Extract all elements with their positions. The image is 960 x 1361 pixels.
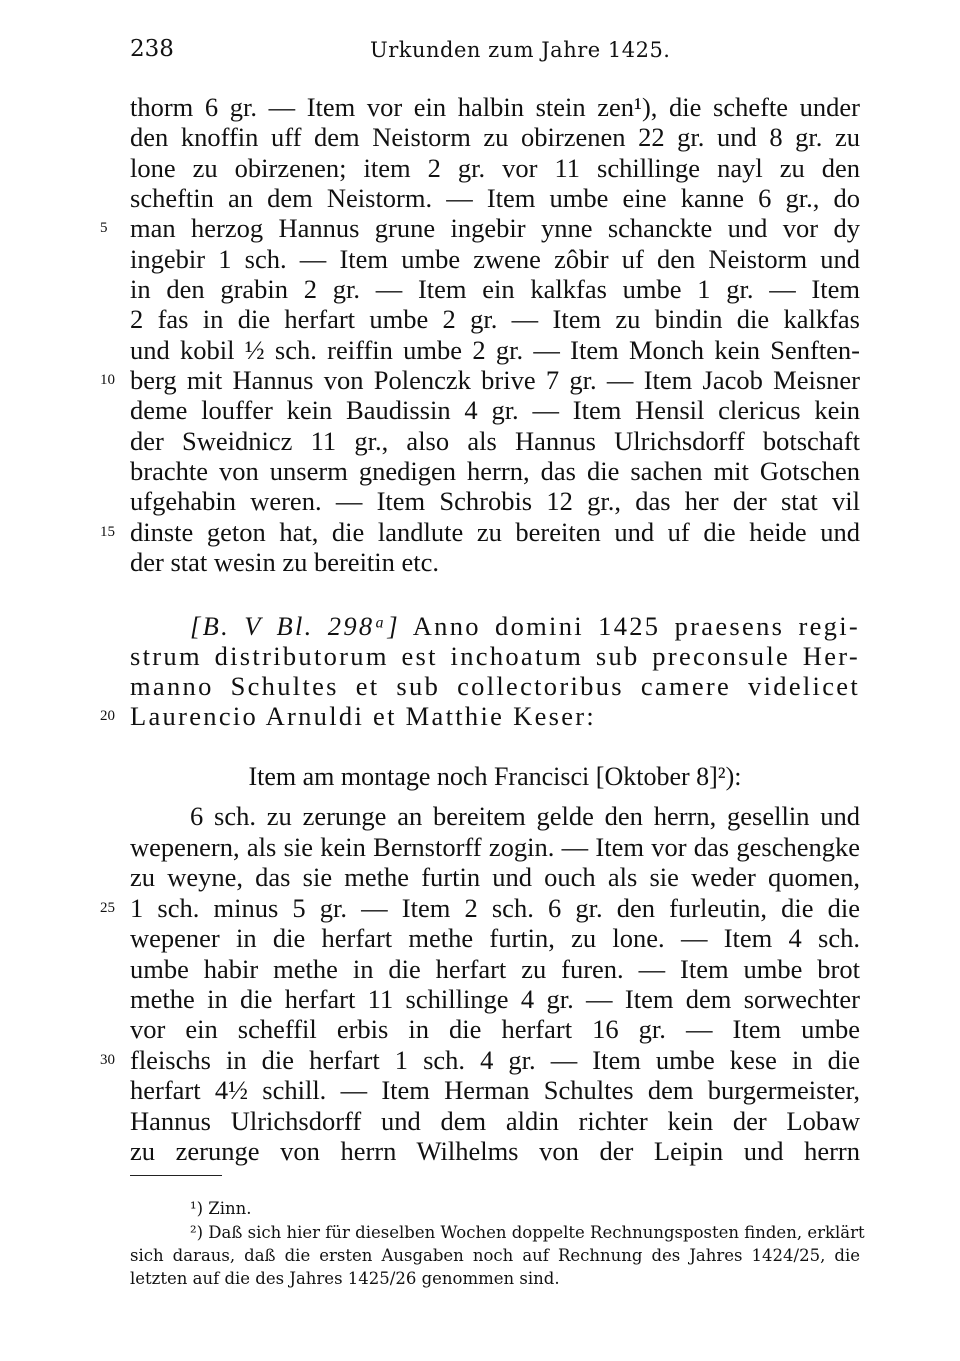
text-line: lone zu obirzenen; item 2 gr. vor 11 schillinge nayl zu den	[130, 153, 860, 183]
section-line-text: Anno domini 1425 praesens regi-	[412, 611, 860, 641]
text-line: 1 sch. minus 5 gr. — Item 2 sch. 6 gr. den furleutin, die die	[130, 893, 860, 923]
text-line: vor ein scheffil erbis in die herfart 16 gr. — Item umbe	[130, 1014, 860, 1044]
text-line: man herzog Hannus grune ingebir ynne schanckte und vor dy	[130, 213, 860, 243]
text-line: deme louffer kein Baudissin 4 gr. — Item Hensil clericus kein	[130, 395, 860, 425]
text-line: ingebir 1 sch. — Item umbe zwene zôbir uf den Neistorm und	[130, 244, 860, 274]
text-line: strum distributorum est inchoatum sub preconsule Her-	[130, 641, 860, 671]
margin-line-number: 15	[100, 524, 115, 540]
text-line: thorm 6 gr. — Item vor ein halbin stein zen¹), die schefte under	[130, 92, 860, 122]
text-line: der stat wesin zu bereitin etc.	[130, 547, 440, 577]
page-number: 238	[130, 36, 174, 62]
running-title: Urkunden zum Jahre 1425.	[370, 38, 671, 62]
text-line: ufgehabin weren. — Item Schrobis 12 gr., das her der stat vil	[130, 486, 860, 516]
section-heading: Item am montage noch Francisci [Oktober 8]²):	[248, 762, 742, 791]
text-line: wepener in die herfart methe furtin, zu lone. — Item 4 sch.	[130, 923, 860, 953]
text-line: den knoffin uff dem Neistorm zu obirzenen 22 gr. und 8 gr. zu	[130, 122, 860, 152]
footnote-continuation: letzten auf die des Jahres 1425/26 genommen sind.	[130, 1269, 560, 1288]
text-line: dinste geton hat, die landlute zu bereiten und uf die heide und	[130, 517, 860, 547]
text-line: fleischs in die herfart 1 sch. 4 gr. — Item umbe kese in die	[130, 1045, 860, 1075]
text-line: Hannus Ulrichsdorff und dem aldin richter kein der Lobaw	[130, 1106, 860, 1136]
margin-line-number: 10	[100, 372, 115, 388]
footnote-rule	[130, 1175, 222, 1176]
text-line: Laurencio Arnuldi et Matthie Keser:	[130, 701, 597, 731]
text-line: 2 fas in die herfart umbe 2 gr. — Item zu bindin die kalkfas	[130, 304, 860, 334]
margin-line-number: 5	[100, 220, 108, 236]
text-line: zu zerunge von herrn Wilhelms von der Leipin und herrn	[130, 1136, 860, 1166]
footnote: ¹) Zinn.	[190, 1199, 252, 1218]
text-line: wepenern, als sie kein Bernstorff zogin. — Item vor das geschengke	[130, 832, 860, 862]
text-line: 6 sch. zu zerunge an bereitem gelde den herrn, gesellin und	[190, 801, 860, 831]
text-line: berg mit Hannus von Polenczk brive 7 gr. — Item Jacob Meisner	[130, 365, 860, 395]
source-reference: [B. V Bl. 298ᵃ]	[190, 611, 400, 641]
margin-line-number: 20	[100, 708, 115, 724]
text-line: zu weyne, das sie methe furtin und ouch als sie weder quomen,	[130, 862, 860, 892]
footnote: ²) Daß sich hier für dieselben Wochen doppelte Rechnungsposten finden, erklärt	[190, 1223, 865, 1242]
page-header	[130, 36, 860, 76]
text-line: manno Schultes et sub collectoribus camere videlicet	[130, 671, 860, 701]
text-line: scheftin an dem Neistorm. — Item umbe eine kanne 6 gr., do	[130, 183, 860, 213]
text-line: herfart 4½ schill. — Item Herman Schultes dem burgermeister,	[130, 1075, 860, 1105]
text-line: der Sweidnicz 11 gr., also als Hannus Ulrichsdorff botschaft	[130, 426, 860, 456]
text-line: und kobil ½ sch. reiffin umbe 2 gr. — Item Monch kein Senften-	[130, 335, 860, 365]
margin-line-number: 30	[100, 1052, 115, 1068]
text-line: in den grabin 2 gr. — Item ein kalkfas umbe 1 gr. — Item	[130, 274, 860, 304]
margin-line-number: 25	[100, 900, 115, 916]
footnote-continuation: sich daraus, daß die ersten Ausgaben noch auf Rechnung des Jahres 1424/25, die	[130, 1246, 860, 1265]
text-line: umbe habir methe in die herfart zu furen. — Item umbe brot	[130, 954, 860, 984]
text-line: methe in die herfart 11 schillinge 4 gr. — Item dem sorwechter	[130, 984, 860, 1014]
text-line: brachte von unserm gnedigen herrn, das die sachen mit Gotschen	[130, 456, 860, 486]
section-opening-line	[130, 611, 860, 641]
